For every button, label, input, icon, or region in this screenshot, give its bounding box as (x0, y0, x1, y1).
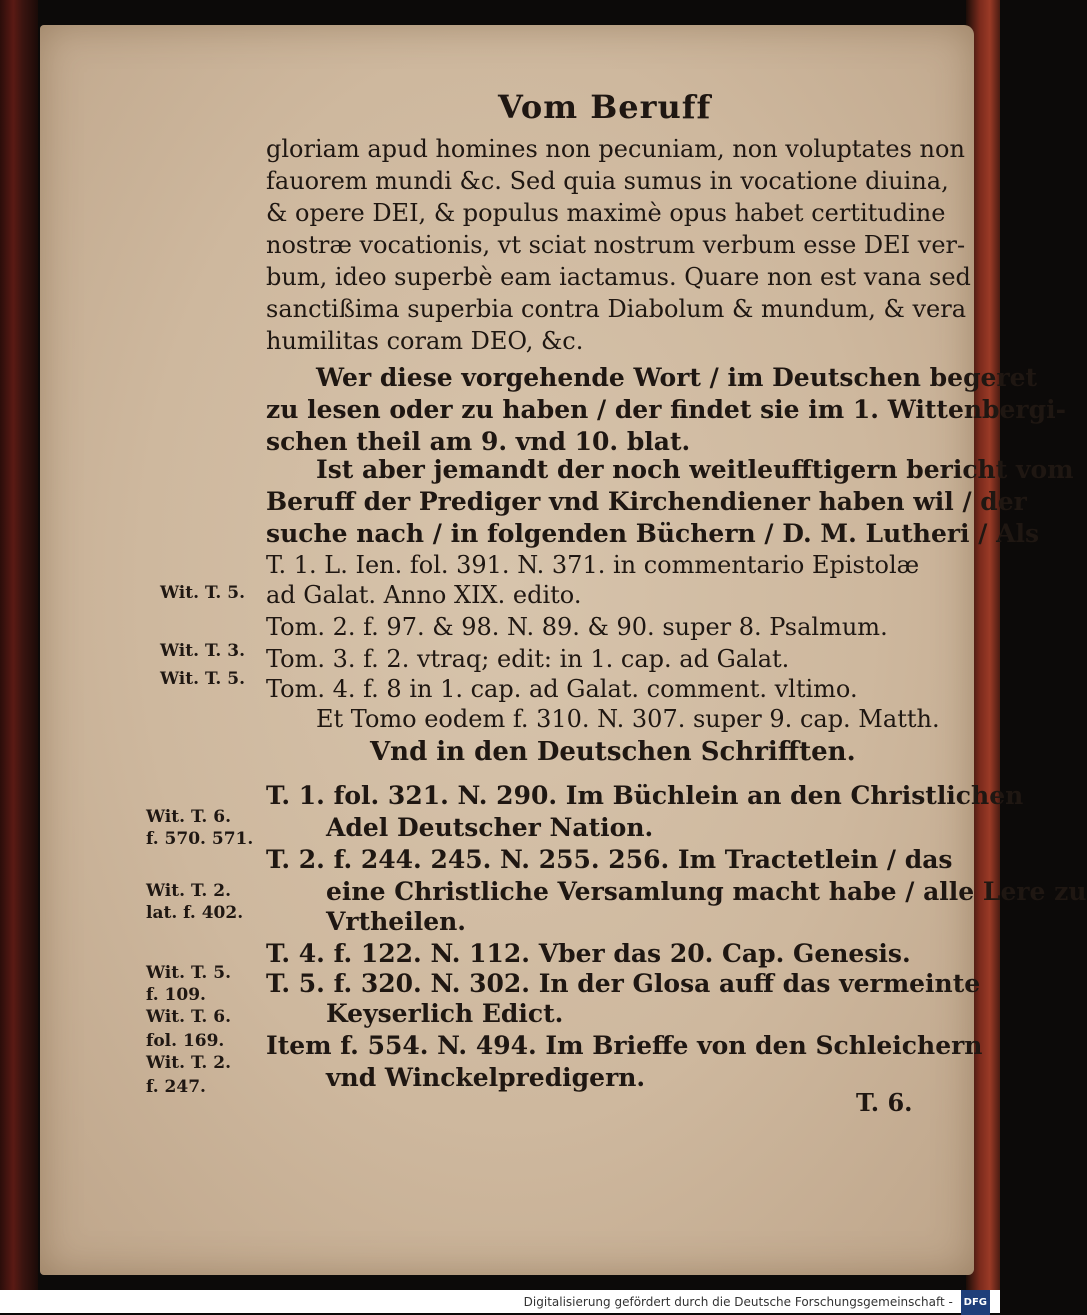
marginal-note: Wit. T. 6. (146, 807, 231, 827)
german-line-6: suche nach / in folgenden Büchern / D. M. Lutheri / Als (266, 519, 1040, 548)
latin-line-2: fauorem mundi &c. Sed quia sumus in vocatione diuina, (266, 167, 949, 195)
latin-line-5: bum, ideo superbè eam iactamus. Quare non est vana sed (266, 263, 971, 291)
marginal-note: Wit. T. 2. (146, 1053, 231, 1073)
scanned-page (40, 25, 1087, 1275)
latin-line-6: sanctißima superbia contra Diabolum & mundum, & vera (266, 295, 967, 323)
marginal-note: Wit. T. 6. (146, 1007, 231, 1027)
german-line-4: Ist aber jemandt der noch weitleufftigern bericht vom (316, 455, 1074, 484)
latin-line-1: gloriam apud homines non pecuniam, non voluptates non (266, 135, 965, 163)
latin-line-4: nostræ vocationis, vt sciat nostrum verbum esse DEI ver- (266, 231, 966, 259)
running-head: Vom Beruff (498, 88, 712, 126)
german-line-3: schen theil am 9. vnd 10. blat. (266, 427, 691, 456)
german-line-5: Beruff der Prediger vnd Kirchendiener haben wil / der (266, 487, 1027, 516)
ref-latin-3: Tom. 2. f. 97. & 98. N. 89. & 90. super 8. Psalmum. (266, 613, 888, 641)
ref-german-3: T. 2. f. 244. 245. N. 255. 256. Im Tractetlein / das (266, 845, 953, 874)
latin-line-3: & opere DEI, & populus maximè opus habet certitudine (266, 199, 946, 227)
catchword: T. 6. (856, 1088, 913, 1117)
ref-german-9: Item f. 554. N. 494. Im Brieffe von den Schleichern (266, 1031, 983, 1060)
digitization-footer (0, 1290, 1000, 1313)
german-line-2: zu lesen oder zu haben / der findet sie im 1. Wittenbergi- (266, 395, 1066, 424)
latin-line-7: humilitas coram DEO, &c. (266, 327, 584, 355)
marginal-note: Wit. T. 5. (160, 583, 245, 603)
marginal-note: Wit. T. 2. (146, 881, 231, 901)
marginal-note: Wit. T. 5. (160, 669, 245, 689)
ref-german-7: T. 5. f. 320. N. 302. In der Glosa auff das vermeinte (266, 969, 981, 998)
ref-german-8: Keyserlich Edict. (326, 999, 564, 1028)
book-edge-left (0, 0, 38, 1290)
marginal-note: Wit. T. 3. (160, 641, 245, 661)
ref-german-4: eine Christliche Versamlung macht habe / alle Lere zu (326, 877, 1087, 906)
ref-latin-1: T. 1. L. Ien. fol. 391. N. 371. in commentario Epistolæ (266, 551, 920, 579)
ref-latin-2: ad Galat. Anno XIX. edito. (266, 581, 582, 609)
ref-german-1: T. 1. fol. 321. N. 290. Im Büchlein an den Christlichen (266, 781, 1024, 810)
ref-german-10: vnd Winckelpredigern. (326, 1063, 646, 1092)
marginal-note: lat. f. 402. (146, 903, 244, 923)
ref-latin-6: Et Tomo eodem f. 310. N. 307. super 9. cap. Matth. (316, 705, 940, 733)
marginal-note: fol. 169. (146, 1031, 225, 1051)
section-heading: Vnd in den Deutschen Schrifften. (370, 737, 856, 767)
footer-credit: Digitalisierung gefördert durch die Deutsche Forschungsgemeinschaft - (523, 1295, 953, 1309)
marginal-note: f. 247. (146, 1077, 206, 1097)
ref-german-2: Adel Deutscher Nation. (326, 813, 654, 842)
marginal-note: f. 570. 571. (146, 829, 254, 849)
german-line-1: Wer diese vorgehende Wort / im Deutschen begeret (316, 363, 1038, 392)
marginal-note: Wit. T. 5. (146, 963, 231, 983)
marginal-note: f. 109. (146, 985, 206, 1005)
ref-latin-5: Tom. 4. f. 8 in 1. cap. ad Galat. comment. vltimo. (266, 675, 858, 703)
ref-german-5: Vrtheilen. (326, 907, 466, 936)
ref-german-6: T. 4. f. 122. N. 112. Vber das 20. Cap. Genesis. (266, 939, 911, 968)
dfg-logo: DFG (961, 1290, 990, 1315)
ref-latin-4: Tom. 3. f. 2. vtraq; edit: in 1. cap. ad Galat. (266, 645, 790, 673)
